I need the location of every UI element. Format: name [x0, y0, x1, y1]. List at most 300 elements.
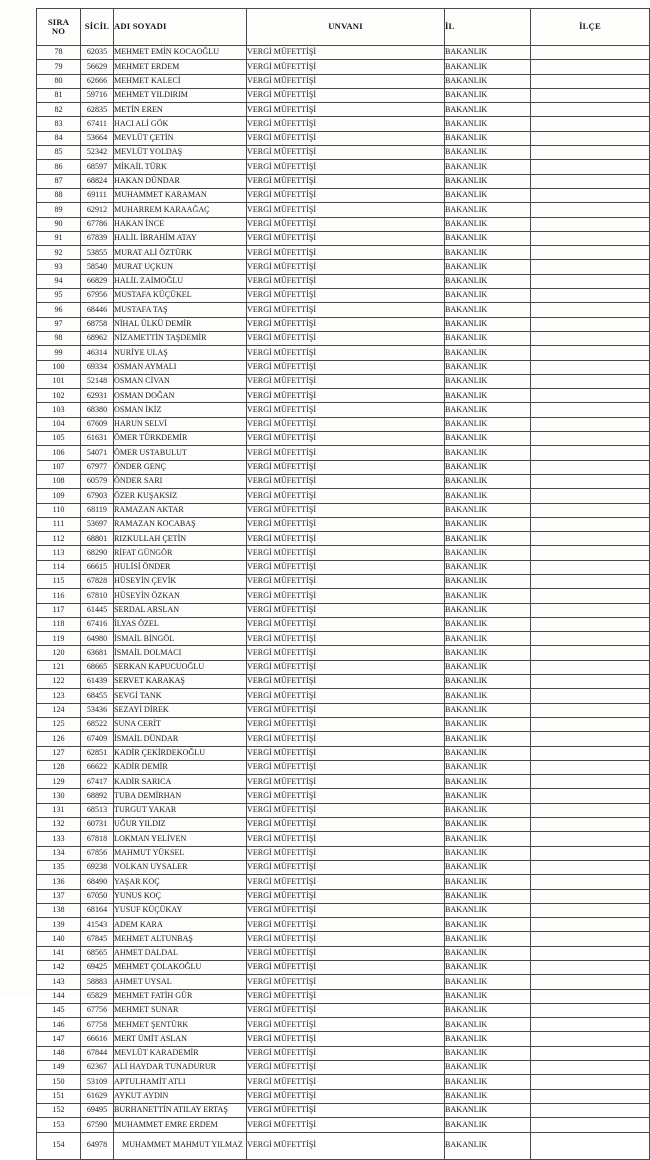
cell-sicil: 52342 [81, 146, 114, 160]
cell-ilce [531, 1061, 650, 1075]
table-row [37, 331, 650, 345]
cell-unvani: VERGİ MÜFETTİŞİ [247, 1018, 445, 1032]
table-row [37, 760, 650, 774]
cell-ilce [531, 432, 650, 446]
cell-ilce [531, 775, 650, 789]
cell-adi-soyadi: MUHAMMET EMRE ERDEM [114, 1118, 247, 1132]
cell-ilce [531, 403, 650, 417]
cell-sira-no: 132 [37, 818, 81, 832]
cell-adi-soyadi: NİHAL ÜLKÜ DEMİR [114, 317, 247, 331]
cell-adi-soyadi: AHMET UYSAL [114, 975, 247, 989]
table-row [37, 918, 650, 932]
cell-sicil: 68513 [81, 803, 114, 817]
cell-unvani: VERGİ MÜFETTİŞİ [247, 103, 445, 117]
cell-sira-no: 127 [37, 746, 81, 760]
cell-unvani: VERGİ MÜFETTİŞİ [247, 1075, 445, 1089]
cell-unvani: VERGİ MÜFETTİŞİ [247, 74, 445, 88]
cell-adi-soyadi: HÜSEYİN ÖZKAN [114, 589, 247, 603]
cell-sira-no: 108 [37, 474, 81, 488]
cell-il: BAKANLIK [445, 717, 531, 731]
cell-adi-soyadi: SUNA CERİT [114, 717, 247, 731]
cell-sira-no: 128 [37, 760, 81, 774]
table-row [37, 460, 650, 474]
table-row [37, 703, 650, 717]
cell-unvani: VERGİ MÜFETTİŞİ [247, 389, 445, 403]
cell-il: BAKANLIK [445, 1003, 531, 1017]
cell-adi-soyadi: MUHAMMET KARAMAN [114, 188, 247, 202]
cell-il: BAKANLIK [445, 131, 531, 145]
cell-sicil: 68164 [81, 903, 114, 917]
table-row [37, 1075, 650, 1089]
cell-adi-soyadi: MUHAMMET MAHMUT YILMAZ [114, 1132, 247, 1159]
table-row [37, 675, 650, 689]
cell-ilce [531, 660, 650, 674]
table-row [37, 117, 650, 131]
cell-il: BAKANLIK [445, 975, 531, 989]
cell-il: BAKANLIK [445, 689, 531, 703]
cell-sira-no: 91 [37, 231, 81, 245]
cell-il: BAKANLIK [445, 289, 531, 303]
table-row [37, 303, 650, 317]
cell-unvani: VERGİ MÜFETTİŞİ [247, 775, 445, 789]
table-row [37, 203, 650, 217]
cell-unvani: VERGİ MÜFETTİŞİ [247, 860, 445, 874]
cell-adi-soyadi: RIZKULLAH ÇETİN [114, 532, 247, 546]
cell-unvani: VERGİ MÜFETTİŞİ [247, 1132, 445, 1159]
cell-sira-no: 134 [37, 846, 81, 860]
cell-ilce [531, 532, 650, 546]
cell-sira-no: 82 [37, 103, 81, 117]
table-row [37, 131, 650, 145]
cell-sira-no: 154 [37, 1132, 81, 1159]
cell-sicil: 67609 [81, 417, 114, 431]
cell-sira-no: 121 [37, 660, 81, 674]
cell-adi-soyadi: KADİR SARICA [114, 775, 247, 789]
cell-sira-no: 129 [37, 775, 81, 789]
table-row [37, 560, 650, 574]
cell-sira-no: 110 [37, 503, 81, 517]
cell-ilce [531, 274, 650, 288]
cell-sira-no: 92 [37, 246, 81, 260]
cell-il: BAKANLIK [445, 946, 531, 960]
cell-sicil: 56629 [81, 60, 114, 74]
cell-adi-soyadi: ÖMER TÜRKDEMİR [114, 432, 247, 446]
cell-sira-no: 150 [37, 1075, 81, 1089]
cell-unvani: VERGİ MÜFETTİŞİ [247, 1118, 445, 1132]
cell-unvani: VERGİ MÜFETTİŞİ [247, 846, 445, 860]
cell-il: BAKANLIK [445, 746, 531, 760]
cell-adi-soyadi: MEHMET ERDEM [114, 60, 247, 74]
cell-sira-no: 80 [37, 74, 81, 88]
cell-ilce [531, 789, 650, 803]
cell-adi-soyadi: MUSTAFA TAŞ [114, 303, 247, 317]
cell-adi-soyadi: MUHARREM KARAAĞAÇ [114, 203, 247, 217]
cell-sira-no: 122 [37, 675, 81, 689]
cell-sicil: 65829 [81, 989, 114, 1003]
cell-sicil: 68455 [81, 689, 114, 703]
cell-ilce [531, 1018, 650, 1032]
column-header-sira-no-line1: SIRA [47, 16, 70, 27]
cell-adi-soyadi: MERT ÜMİT ASLAN [114, 1032, 247, 1046]
cell-unvani: VERGİ MÜFETTİŞİ [247, 1061, 445, 1075]
cell-ilce [531, 760, 650, 774]
cell-ilce [531, 246, 650, 260]
cell-adi-soyadi: MURAT UÇKUN [114, 260, 247, 274]
column-header-adi-soyadi: ADI SOYADI [114, 9, 247, 46]
table-row [37, 789, 650, 803]
cell-sicil: 64980 [81, 632, 114, 646]
cell-sira-no: 83 [37, 117, 81, 131]
cell-sira-no: 93 [37, 260, 81, 274]
cell-sicil: 69334 [81, 360, 114, 374]
cell-il: BAKANLIK [445, 146, 531, 160]
cell-il: BAKANLIK [445, 875, 531, 889]
table-row [37, 503, 650, 517]
cell-il: BAKANLIK [445, 1061, 531, 1075]
cell-unvani: VERGİ MÜFETTİŞİ [247, 632, 445, 646]
cell-il: BAKANLIK [445, 775, 531, 789]
cell-adi-soyadi: AHMET DALDAL [114, 946, 247, 960]
table-row [37, 889, 650, 903]
cell-unvani: VERGİ MÜFETTİŞİ [247, 560, 445, 574]
cell-sira-no: 97 [37, 317, 81, 331]
cell-sira-no: 131 [37, 803, 81, 817]
cell-ilce [531, 188, 650, 202]
cell-sicil: 62931 [81, 389, 114, 403]
cell-ilce [531, 88, 650, 102]
cell-sira-no: 84 [37, 131, 81, 145]
cell-sira-no: 113 [37, 546, 81, 560]
cell-unvani: VERGİ MÜFETTİŞİ [247, 1032, 445, 1046]
cell-sicil: 53855 [81, 246, 114, 260]
cell-il: BAKANLIK [445, 346, 531, 360]
cell-unvani: VERGİ MÜFETTİŞİ [247, 689, 445, 703]
cell-ilce [531, 732, 650, 746]
cell-sicil: 46314 [81, 346, 114, 360]
cell-ilce [531, 975, 650, 989]
cell-ilce [531, 131, 650, 145]
cell-ilce [531, 632, 650, 646]
cell-adi-soyadi: NURİYE ULAŞ [114, 346, 247, 360]
cell-unvani: VERGİ MÜFETTİŞİ [247, 574, 445, 588]
table-row [37, 274, 650, 288]
table-header-row [37, 9, 650, 46]
column-header-ilce: İLÇE [531, 9, 650, 46]
cell-unvani: VERGİ MÜFETTİŞİ [247, 1046, 445, 1060]
cell-ilce [531, 460, 650, 474]
cell-ilce [531, 1075, 650, 1089]
cell-adi-soyadi: MİKAİL TÜRK [114, 160, 247, 174]
cell-sicil: 62035 [81, 46, 114, 60]
cell-unvani: VERGİ MÜFETTİŞİ [247, 517, 445, 531]
cell-ilce [531, 617, 650, 631]
cell-sira-no: 152 [37, 1103, 81, 1117]
cell-ilce [531, 903, 650, 917]
cell-unvani: VERGİ MÜFETTİŞİ [247, 260, 445, 274]
cell-sira-no: 151 [37, 1089, 81, 1103]
cell-sira-no: 112 [37, 532, 81, 546]
cell-ilce [531, 417, 650, 431]
cell-ilce [531, 603, 650, 617]
table-row [37, 246, 650, 260]
cell-unvani: VERGİ MÜFETTİŞİ [247, 675, 445, 689]
cell-ilce [531, 260, 650, 274]
cell-unvani: VERGİ MÜFETTİŞİ [247, 946, 445, 960]
cell-il: BAKANLIK [445, 46, 531, 60]
cell-unvani: VERGİ MÜFETTİŞİ [247, 160, 445, 174]
cell-il: BAKANLIK [445, 1075, 531, 1089]
cell-sicil: 68380 [81, 403, 114, 417]
cell-il: BAKANLIK [445, 317, 531, 331]
cell-ilce [531, 689, 650, 703]
cell-il: BAKANLIK [445, 918, 531, 932]
table-row [37, 846, 650, 860]
cell-ilce [531, 174, 650, 188]
cell-sira-no: 115 [37, 574, 81, 588]
cell-unvani: VERGİ MÜFETTİŞİ [247, 446, 445, 460]
roster-table-container [36, 8, 645, 1160]
cell-sira-no: 104 [37, 417, 81, 431]
cell-sicil: 67050 [81, 889, 114, 903]
table-row [37, 74, 650, 88]
cell-sicil: 66616 [81, 1032, 114, 1046]
cell-sira-no: 101 [37, 374, 81, 388]
cell-unvani: VERGİ MÜFETTİŞİ [247, 403, 445, 417]
cell-adi-soyadi: MEHMET YILDIRIM [114, 88, 247, 102]
cell-sira-no: 124 [37, 703, 81, 717]
cell-adi-soyadi: MEHMET FATİH GÜR [114, 989, 247, 1003]
cell-unvani: VERGİ MÜFETTİŞİ [247, 203, 445, 217]
cell-sira-no: 95 [37, 289, 81, 303]
cell-ilce [531, 503, 650, 517]
cell-il: BAKANLIK [445, 260, 531, 274]
cell-unvani: VERGİ MÜFETTİŞİ [247, 88, 445, 102]
cell-ilce [531, 589, 650, 603]
cell-sira-no: 135 [37, 860, 81, 874]
cell-adi-soyadi: HALİL İBRAHİM ATAY [114, 231, 247, 245]
cell-adi-soyadi: MEVLÜT YOLDAŞ [114, 146, 247, 160]
cell-sira-no: 144 [37, 989, 81, 1003]
cell-adi-soyadi: HALİL ZAİMOĞLU [114, 274, 247, 288]
table-row [37, 775, 650, 789]
cell-il: BAKANLIK [445, 646, 531, 660]
table-row [37, 1018, 650, 1032]
cell-adi-soyadi: AYKUT AYDIN [114, 1089, 247, 1103]
cell-unvani: VERGİ MÜFETTİŞİ [247, 803, 445, 817]
cell-il: BAKANLIK [445, 360, 531, 374]
cell-il: BAKANLIK [445, 303, 531, 317]
cell-il: BAKANLIK [445, 446, 531, 460]
table-row [37, 932, 650, 946]
cell-il: BAKANLIK [445, 889, 531, 903]
cell-sicil: 58883 [81, 975, 114, 989]
cell-il: BAKANLIK [445, 1118, 531, 1132]
cell-sira-no: 141 [37, 946, 81, 960]
cell-adi-soyadi: ÖNDER SARI [114, 474, 247, 488]
cell-sicil: 68446 [81, 303, 114, 317]
cell-sira-no: 117 [37, 603, 81, 617]
cell-ilce [531, 675, 650, 689]
cell-unvani: VERGİ MÜFETTİŞİ [247, 1089, 445, 1103]
cell-sira-no: 142 [37, 961, 81, 975]
table-row [37, 103, 650, 117]
cell-ilce [531, 646, 650, 660]
table-row [37, 603, 650, 617]
cell-sicil: 53697 [81, 517, 114, 531]
table-row [37, 832, 650, 846]
table-row [37, 546, 650, 560]
cell-adi-soyadi: RAMAZAN AKTAR [114, 503, 247, 517]
cell-sira-no: 109 [37, 489, 81, 503]
cell-adi-soyadi: MURAT ALİ ÖZTÜRK [114, 246, 247, 260]
cell-sira-no: 119 [37, 632, 81, 646]
cell-ilce [531, 818, 650, 832]
cell-sicil: 67810 [81, 589, 114, 603]
cell-unvani: VERGİ MÜFETTİŞİ [247, 188, 445, 202]
cell-adi-soyadi: ADEM KARA [114, 918, 247, 932]
cell-unvani: VERGİ MÜFETTİŞİ [247, 317, 445, 331]
column-header-sicil: SİCİL [81, 9, 114, 46]
cell-ilce [531, 46, 650, 60]
cell-sicil: 68119 [81, 503, 114, 517]
cell-adi-soyadi: HAKAN İNCE [114, 217, 247, 231]
cell-sira-no: 88 [37, 188, 81, 202]
cell-unvani: VERGİ MÜFETTİŞİ [247, 603, 445, 617]
cell-unvani: VERGİ MÜFETTİŞİ [247, 274, 445, 288]
cell-unvani: VERGİ MÜFETTİŞİ [247, 174, 445, 188]
cell-ilce [531, 546, 650, 560]
cell-sira-no: 140 [37, 932, 81, 946]
cell-adi-soyadi: MEVLÜT ÇETİN [114, 131, 247, 145]
table-row [37, 174, 650, 188]
cell-ilce [531, 832, 650, 846]
cell-sicil: 68490 [81, 875, 114, 889]
cell-unvani: VERGİ MÜFETTİŞİ [247, 760, 445, 774]
cell-ilce [531, 946, 650, 960]
table-row [37, 632, 650, 646]
cell-adi-soyadi: OSMAN AYMALI [114, 360, 247, 374]
cell-sicil: 68565 [81, 946, 114, 960]
cell-sira-no: 139 [37, 918, 81, 932]
cell-unvani: VERGİ MÜFETTİŞİ [247, 789, 445, 803]
cell-il: BAKANLIK [445, 374, 531, 388]
cell-ilce [531, 1118, 650, 1132]
cell-adi-soyadi: MEVLÜT KARADEMİR [114, 1046, 247, 1060]
cell-unvani: VERGİ MÜFETTİŞİ [247, 432, 445, 446]
cell-il: BAKANLIK [445, 231, 531, 245]
cell-adi-soyadi: HARUN SELVİ [114, 417, 247, 431]
cell-sira-no: 133 [37, 832, 81, 846]
table-row [37, 217, 650, 231]
cell-sicil: 67828 [81, 574, 114, 588]
cell-sicil: 53664 [81, 131, 114, 145]
cell-unvani: VERGİ MÜFETTİŞİ [247, 832, 445, 846]
column-header-sira-no [37, 9, 81, 46]
cell-adi-soyadi: BURHANETTİN ATILAY ERTAŞ [114, 1103, 247, 1117]
cell-adi-soyadi: MEHMET ÇOLAKOĞLU [114, 961, 247, 975]
cell-sira-no: 125 [37, 717, 81, 731]
cell-unvani: VERGİ MÜFETTİŞİ [247, 889, 445, 903]
cell-il: BAKANLIK [445, 589, 531, 603]
table-row [37, 160, 650, 174]
cell-unvani: VERGİ MÜFETTİŞİ [247, 360, 445, 374]
table-row [37, 346, 650, 360]
cell-adi-soyadi: KADİR DEMİR [114, 760, 247, 774]
table-row [37, 903, 650, 917]
cell-adi-soyadi: MEHMET KALECİ [114, 74, 247, 88]
cell-sira-no: 79 [37, 60, 81, 74]
cell-sira-no: 126 [37, 732, 81, 746]
cell-sicil: 67956 [81, 289, 114, 303]
cell-sicil: 67417 [81, 775, 114, 789]
cell-ilce [531, 717, 650, 731]
cell-il: BAKANLIK [445, 818, 531, 832]
table-row [37, 1132, 650, 1159]
table-row [37, 1061, 650, 1075]
table-row [37, 617, 650, 631]
cell-sira-no: 148 [37, 1046, 81, 1060]
cell-sicil: 67844 [81, 1046, 114, 1060]
cell-adi-soyadi: SEZAYİ DİREK [114, 703, 247, 717]
cell-il: BAKANLIK [445, 74, 531, 88]
cell-sicil: 62367 [81, 1061, 114, 1075]
cell-unvani: VERGİ MÜFETTİŞİ [247, 146, 445, 160]
cell-adi-soyadi: TUBA DEMİRHAN [114, 789, 247, 803]
cell-sira-no: 94 [37, 274, 81, 288]
cell-unvani: VERGİ MÜFETTİŞİ [247, 646, 445, 660]
table-row [37, 732, 650, 746]
cell-unvani: VERGİ MÜFETTİŞİ [247, 217, 445, 231]
cell-sicil: 66829 [81, 274, 114, 288]
table-row [37, 818, 650, 832]
cell-sicil: 62666 [81, 74, 114, 88]
cell-ilce [531, 517, 650, 531]
cell-il: BAKANLIK [445, 60, 531, 74]
table-row [37, 417, 650, 431]
cell-sicil: 67756 [81, 1003, 114, 1017]
table-row [37, 489, 650, 503]
cell-il: BAKANLIK [445, 560, 531, 574]
cell-sira-no: 147 [37, 1032, 81, 1046]
cell-adi-soyadi: İSMAİL DOLMACI [114, 646, 247, 660]
cell-adi-soyadi: YAŞAR KOÇ [114, 875, 247, 889]
table-row [37, 1089, 650, 1103]
cell-sira-no: 106 [37, 446, 81, 460]
cell-adi-soyadi: TURGUT YAKAR [114, 803, 247, 817]
table-row [37, 589, 650, 603]
cell-il: BAKANLIK [445, 1103, 531, 1117]
cell-il: BAKANLIK [445, 832, 531, 846]
cell-adi-soyadi: NİZAMETTİN TAŞDEMİR [114, 331, 247, 345]
cell-unvani: VERGİ MÜFETTİŞİ [247, 732, 445, 746]
cell-ilce [531, 1046, 650, 1060]
cell-il: BAKANLIK [445, 632, 531, 646]
cell-adi-soyadi: YUSUF KÜÇÜKAY [114, 903, 247, 917]
cell-sira-no: 130 [37, 789, 81, 803]
cell-sicil: 67903 [81, 489, 114, 503]
cell-sira-no: 81 [37, 88, 81, 102]
cell-ilce [531, 1089, 650, 1103]
cell-adi-soyadi: SEVGİ TANK [114, 689, 247, 703]
cell-unvani: VERGİ MÜFETTİŞİ [247, 489, 445, 503]
cell-sicil: 67818 [81, 832, 114, 846]
cell-sira-no: 89 [37, 203, 81, 217]
cell-il: BAKANLIK [445, 117, 531, 131]
cell-ilce [531, 989, 650, 1003]
table-row [37, 474, 650, 488]
cell-il: BAKANLIK [445, 546, 531, 560]
cell-adi-soyadi: LOKMAN YELİVEN [114, 832, 247, 846]
